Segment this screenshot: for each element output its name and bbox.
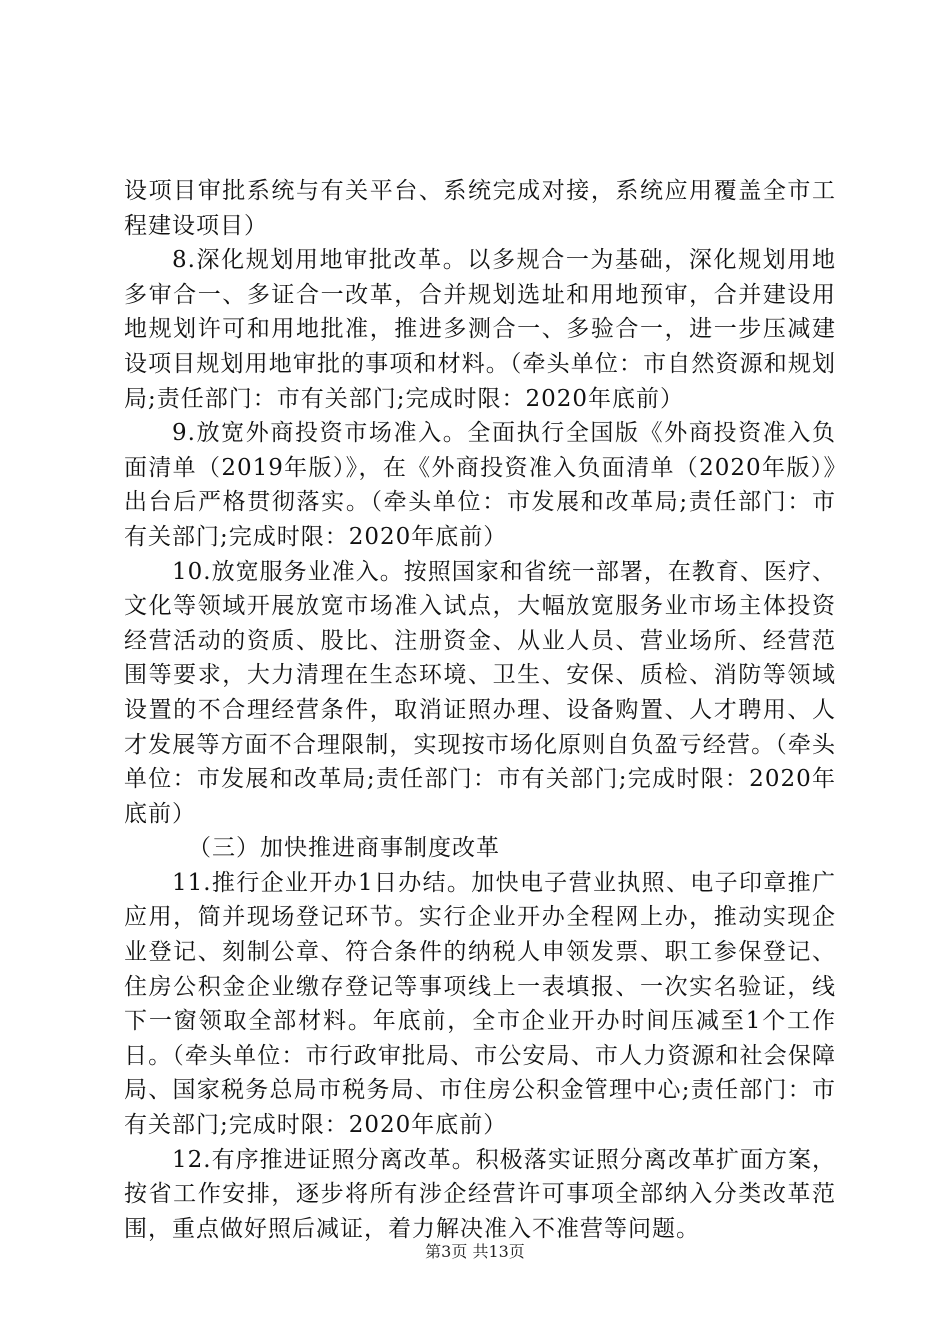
- paragraph-item-12: 12.有序推进证照分离改革。积极落实证照分离改革扩面方案，按省工作安排，逐步将所有涉企经营许可事项全部纳入分类改革范围，重点做好照后减证，着力解决准入不准营等问题。: [124, 1146, 836, 1242]
- paragraph-item-11: 11.推行企业开办1日办结。加快电子营业执照、电子印章推广应用，简并现场登记环节。实行企业开办全程网上办，推动实现企业登记、刻制公章、符合条件的纳税人申领发票、职工参保登记、住房公积金企业缴存登记等事项线上一表填报、一次实名验证，线下一窗领取全部材料。年底前，全市企业开办时间压减至1个工作日。（牵头单位：市行政审批局、市公安局、市人力资源和社会保障局、国家税务总局市税务局、市住房公积金管理中心;责任部门：市有关部门;完成时限：2020年底前）: [124, 869, 836, 1139]
- paragraph-item-10: 10.放宽服务业准入。按照国家和省统一部署，在教育、医疗、文化等领域开展放宽市场准入试点，大幅放宽服务业市场主体投资经营活动的资质、股比、注册资金、从业人员、营业场所、经营范围等要求，大力清理在生态环境、卫生、安保、质检、消防等领域设置的不合理经营条件，取消证照办理、设备购置、人才聘用、人才发展等方面不合理限制，实现按市场化原则自负盈亏经营。（牵头单位：市发展和改革局;责任部门：市有关部门;完成时限：2020年底前）: [124, 558, 836, 827]
- page-number-footer: 第3页 共13页: [425, 1242, 525, 1261]
- document-body: [124, 174, 836, 1246]
- paragraph-continuation: 设项目审批系统与有关平台、系统完成对接，系统应用覆盖全市工程建设项目）: [124, 178, 836, 239]
- paragraph-item-9: 9.放宽外商投资市场准入。全面执行全国版《外商投资准入负面清单（2019年版）》，在《外商投资准入负面清单（2020年版）》出台后严格贯彻落实。（牵头单位：市发展和改革局;责任部门：市有关部门;完成时限：2020年底前）: [124, 420, 836, 550]
- paragraph-item-8: 8.深化规划用地审批改革。以多规合一为基础，深化规划用地多审合一、多证合一改革，合并规划选址和用地预审，合并建设用地规划许可和用地批准，推进多测合一、多验合一，进一步压减建设项目规划用地审批的事项和材料。（牵头单位：市自然资源和规划局;责任部门：市有关部门;完成时限：2020年底前）: [124, 247, 836, 412]
- section-heading: （三）加快推进商事制度改革: [188, 835, 500, 862]
